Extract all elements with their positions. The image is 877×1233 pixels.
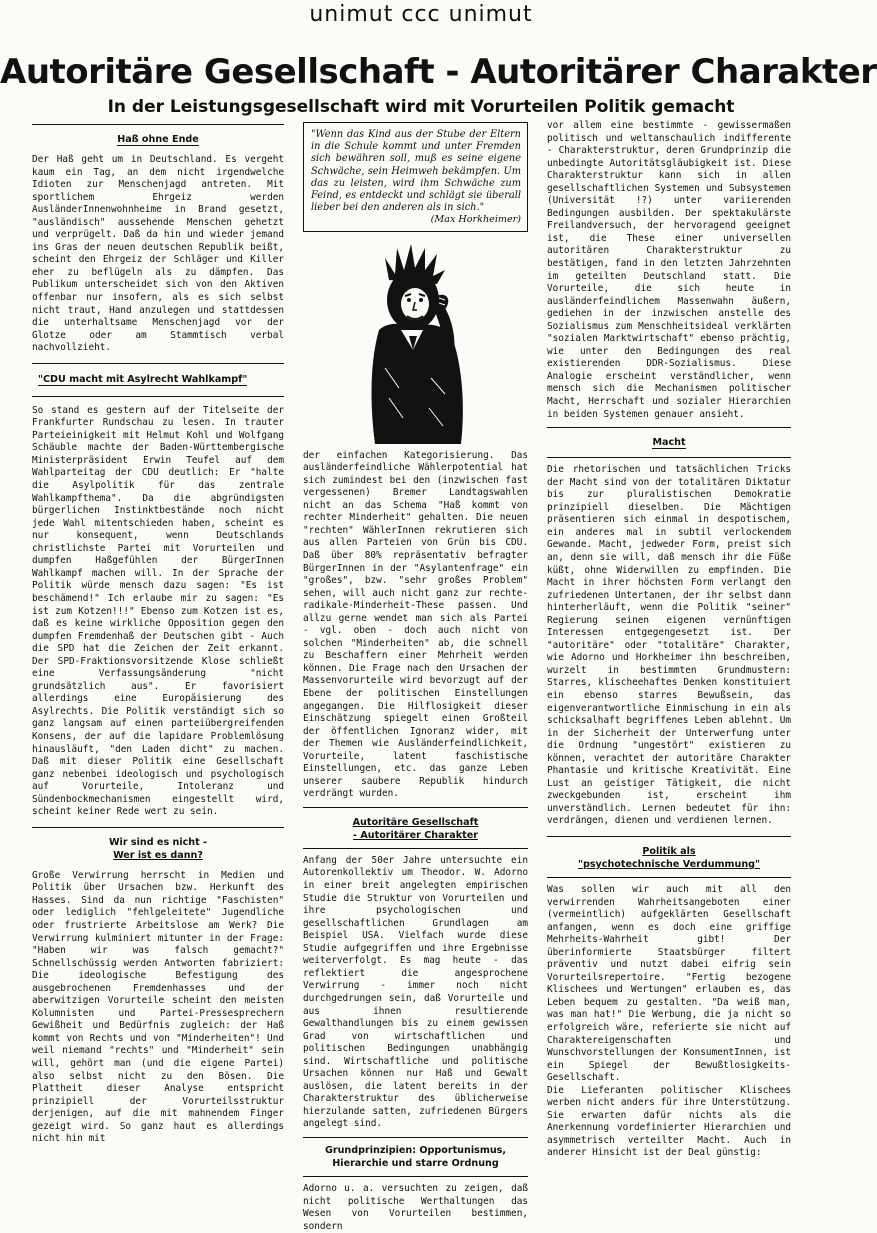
divider — [303, 1176, 528, 1177]
paragraph: Der Haß geht um in Deutschland. Es vergeht kaum ein Tag, an dem nicht irgendwelche Idioten zur Menschenjagd antreten. Mit sportlichem Ehrgeiz werden AusländerInnenwohnheime in Brand gesetzt, "ausländisch" aussehende Menschen gehetzt und verprügelt. Daß da hin und wieder jemand ins Gras der neuen deutschen Republik beißt, scheint den Ehrgeiz der Schläger und Killer eher zu beflügeln als zu dämpfen. Das Publikum unterscheidet sich von den Aktiven offenbar nur insofern, als es sich selbst nicht traut, Hand anzulegen und stattdessen die unterhaltsame Menschenjagd vor der Glotze oder am Stammtisch verbal nachvollzieht. — [32, 154, 284, 354]
section-heading: Autoritäre Gesellschaft - Autoritärer Charakter — [352, 816, 479, 841]
article-subtitle: In der Leistungsgesellschaft wird mit Vorurteilen Politik gemacht — [107, 97, 735, 117]
column-1 — [32, 120, 284, 1145]
horkheimer-quote — [303, 122, 528, 232]
column-3 — [547, 120, 791, 1159]
divider — [32, 396, 284, 397]
divider — [303, 807, 528, 808]
paragraph: Die Lieferanten politischer Klischees werben nicht anders für ihre Unterstützung. Sie erwarten dafür nichts als die Anerkennung vordefinierter Hierarchien und asymmetrisch verteilter Macht. Auch in anderer Hinsicht ist der Deal günstig: — [547, 1084, 791, 1159]
section-heading: Politik als "psychotechnische Verdummung" — [577, 845, 761, 870]
section-heading: Haß ohne Ende — [117, 134, 199, 145]
divider — [303, 1137, 528, 1138]
divider — [547, 877, 791, 878]
divider — [547, 836, 791, 837]
divider — [547, 457, 791, 458]
man-illustration — [341, 238, 491, 446]
section-heading: "CDU macht mit Asylrecht Wahlkampf" — [38, 373, 248, 385]
paragraph: Was sollen wir auch mit all den verwirrenden Wahrheitsangeboten einer (vermeintlich) aufgeklärten Gesellschaft anfangen, wenn es doch eine griffige Mehrheits-Wahrheit gibt! Der überinformierte Staatsbürger filtert präventiv und nutzt dabei eifrig sein Vorurteilsrepertoire. "Fertig bezogene Klischees und Wertungen" erlauben es, das Leben bequem zu gestalten. "Da weiß man, was man hat!" Die Werbung, die ja nicht so erfolgreich wäre, referierte sie nicht auf Charaktereigenschaften und Wunschvorstellungen der KonsumentInnen, ist ein Spiegel der Bewußtlosigkeits-Gesellschaft. — [547, 883, 791, 1084]
paragraph: So stand es gestern auf der Titelseite der Frankfurter Rundschau zu lesen. In trauter Parteieinigkeit mit Helmut Kohl und Wolfgang Schäuble machte der Baden-Württembergische Ministerpräsident Erwin Teufel auf dem Wahlparteitag der CDU deutlich: Er "halte die Asylpolitik für das zentrale Wahlkampfthema". Da die abgründigsten bürgerlichen Instinktbestände noch nicht jede Wahl mitentschieden haben, scheint es nur konsequent, wenn Deutschlands christlichste Partei mit Vorurteilen und dumpfen Haßgefühlen der BürgerInnen Wahlkampf machen will. In der Sprache der Politik würde mensch dazu sagen: "Es ist beschämend!" Ich erlaube mir zu sagen: "Es ist zum Kotzen!!!" Ebenso zum Kotzen ist es, daß es keine wirkliche Opposition gegen den dumpfen Fremdenhaß der Deutschen gibt - Auch die SPD hat die Zeichen der Zeit erkannt. Der SPD-Fraktionsvorsitzende Klose schließt eine Verfassungsänderung "nicht grundsätzlich aus". Er favorisiert allerdings eine Europäisierung des Asylrechts. Die Politik verständigt sich so ganz langsam auf einen parteiübergreifenden Konsens, der auf die lapidare Problemlösung hinausläuft, "den Laden dicht" zu machen. Daß mit dieser Politik eine Gesellschaft ganz nebenbei ideologisch und psychologisch auf Vorurteile, Intoleranz und Sündenbockmechanismen eingestellt wird, scheint keiner Rede wert zu sein. — [32, 404, 284, 818]
section-heading: Wir sind es nicht - Wer ist es dann? — [108, 836, 208, 861]
divider — [32, 827, 284, 828]
quote-text: "Wenn das Kind aus der Stube der Eltern in die Schule kommt und unter Fremden sich bewähren soll, muß es seine eigene Schwäche, sein Heimweh bekämpfen. Um das zu leisten, wird ihm Schwäche zum Feind, es entdeckt und schlägt sie überall lieber bei den anderen als in sich." — [311, 129, 521, 214]
article-title: Autoritäre Gesellschaft - Autoritärer Charakter — [0, 52, 877, 92]
section-heading: Grundprinzipien: Opportunismus, Hierarchie und starre Ordnung — [324, 1144, 507, 1169]
paragraph: vor allem eine bestimmte - gewissermaßen politisch und weltanschaulich indifferente - Charakterstruktur, deren Grundprinzip die unbedingte Autoritätsgläubigkeit ist. Diese Charakterstruktur kann sich in allen gesellschaftlichen Systemen und Subsystemen (Universität !?) unter variierenden Bedingungen ausbilden. Der spektakulärste Freilandversuch, der hervoragend geeignet ist, die These einer universellen autoritären Charakterstruktur zu bestätigen, fand in den letzten Jahrzehnten im geteilten Deutschland statt. Die Vorurteile, die sich heute in ausländerfeindlichem Massenwahn äußern, gediehen in der inzwischen anstelle des Sozialismus zum Menschheitsideal verklärten "sozialen Marktwirtschaft" ebenso prächtig, wie unter den Bedingungen des real existierenden DDR-Sozialismus. Diese Analogie erscheint verständlicher, wenn mensch sich die Mechanismen politischer Macht, Herrschaft und sozialer Hierarchien in beiden Systemen genauer ansieht. — [547, 120, 791, 420]
masthead: unimut ccc unimut — [309, 2, 533, 27]
divider — [547, 427, 791, 428]
divider — [303, 848, 528, 849]
section-heading: Macht — [652, 437, 686, 449]
paragraph: Große Verwirrung herrscht in Medien und Politik über Ursachen bzw. Herkunft des Hasses. Sind da nun richtige "Faschisten" oder lediglich "fehlgeleitete" Jugendliche oder frustrierte Arbeitslose am Werk? Die Verwirrung kulminiert mitunter in der Frage: "Haben wir was falsch gemacht?" Schnellschüssig werden Antworten fabriziert: Die ideologische Befestigung des ausgebrochenen Fremdenhasses und der aberwitzigen Vorurteile scheint den meisten Kolumnisten und Partei-Pressesprechern Gewißheit und Bedürfnis zugleich: der Haß kommt von Rechts und von "Minderheiten"! Und weil niemand "rechts" und "Minderheit" sein will, gehört man (und die eigene Partei) also selbst nicht zu den Bösen. Die Plattheit dieser Analyse entspricht prinzipiell der Vorurteilsstruktur derjenigen, auf die mit mahnendem Finger gezeigt wird. So ganz haut es allerdings nicht hin mit — [32, 869, 284, 1145]
divider — [32, 363, 284, 364]
paragraph: Anfang der 50er Jahre untersuchte ein Autorenkollektiv um Theodor. W. Adorno in einer breit angelegten empirischen Studie die Struktur von Vorurteilen und ihre psychologischen und gesellschaftlichen Grundlagen am Beispiel USA. Vielfach wurde diese Studie aufgegriffen und ihre Ergebnisse weiterverfolgt. Es mag heute - das reflektiert die angesprochene Verwirrung - immer noch nicht durchgedrungen sein, daß Vorurteile und aus ihnen resultierende Gewalthandlungen bis zu einem gewissen Grad von wirtschaftlichen und politischen Bedingungen unabhängig sind. Wirtschaftliche und politische Ursachen können nur Haß und Gewalt auslösen, die latent bereits in der Charakterstruktur des üblicherweise hierzulande satten, zufriedenen Bürgers angelegt sind. — [303, 854, 528, 1130]
divider — [32, 124, 284, 125]
quote-source: (Max Horkheimer) — [430, 214, 521, 226]
column-2 — [303, 120, 528, 1232]
paragraph: der einfachen Kategorisierung. Das ausländerfeindliche Wählerpotential hat sich zumindest bei den (inzwischen fast vergessenen) Bremer Landtagswahlen nicht an das Schema "Haß kommt von rechter Minderheit" gehalten. Die neuen "rechten" WählerInnen rekrutieren sich aus allen Parteien von Grün bis CDU. Daß über 80% repräsentativ befragter BürgerInnen in der "Asylantenfrage" ein "großes", bzw. "sehr großes Problem" sehen, will auch nicht ganz zur rechte-radikale-Minderheit-These passen. Und allzu gerne wendet man sich als Partei - vgl. oben - doch auch nicht von solchen "Minderheiten" ab, die schnell zu Beschaffern einer Mehrheit werden können. Die Frage nach den Ursachen der Massenvorurteile wird bevorzugt auf der Ebene der politischen Einstellungen angegangen. Die Hilflosigkeit dieser Einschätzung spiegelt einen Großteil der öffentlichen Ignoranz wider, mit der Themen wie Ausländerfeindlichkeit, Vorurteile, latent faschistische Einstellungen, etc. das ganze Leben unserer saubere Republik hindurch verdrängt wurden. — [303, 449, 528, 800]
paragraph: Die rhetorischen und tatsächlichen Tricks der Macht sind von der totalitären Diktatur bis zur pluralistischen Demokratie prinzipiell dieselben. Die Mächtigen präsentieren sich einmal in despotischem, ein anderes mal in subtil verlockendem Gewande. Macht, jedweder Form, preist sich an, denn sie will, daß mensch ihr die Füße küßt, ohne Widerwillen zu empfinden. Die Macht in ihrer höchsten Form verlangt den zufriedenen Untertanen, der ihr selbst dann hinterherläuft, wenn die Politik "seiner" Regierung seinen eigenen vernünftigen Interessen entgegengesetzt ist. Der "autoritäre" oder "totalitäre" Charakter, wie Adorno und Horkheimer ihn beschreiben, wurzelt in bestimmten Grundmustern: Starres, klischeehaftes Denken konstituiert ein ebenso starres Bewußsein, das eigenverantwortliche Einmischung in ein als schicksalhaft begriffenes Leben ablehnt. Um in der Sicherheit der Unterwerfung unter die Ordnung "ungestört" existieren zu können, verachtet der autoritäre Charakter Phantasie und kritische Kreativität. Eine Lust an geistiger Tätigkeit, die nicht zweckgebunden ist, erscheint ihm unverständlich. Lernen bedeutet für ihn: verdrängen, dienen und verdienen lernen. — [547, 464, 791, 827]
paragraph: Adorno u. a. versuchten zu zeigen, daß nicht politische Werthaltungen das Wesen von Vorurteilen bestimmen, sondern — [303, 1182, 528, 1232]
